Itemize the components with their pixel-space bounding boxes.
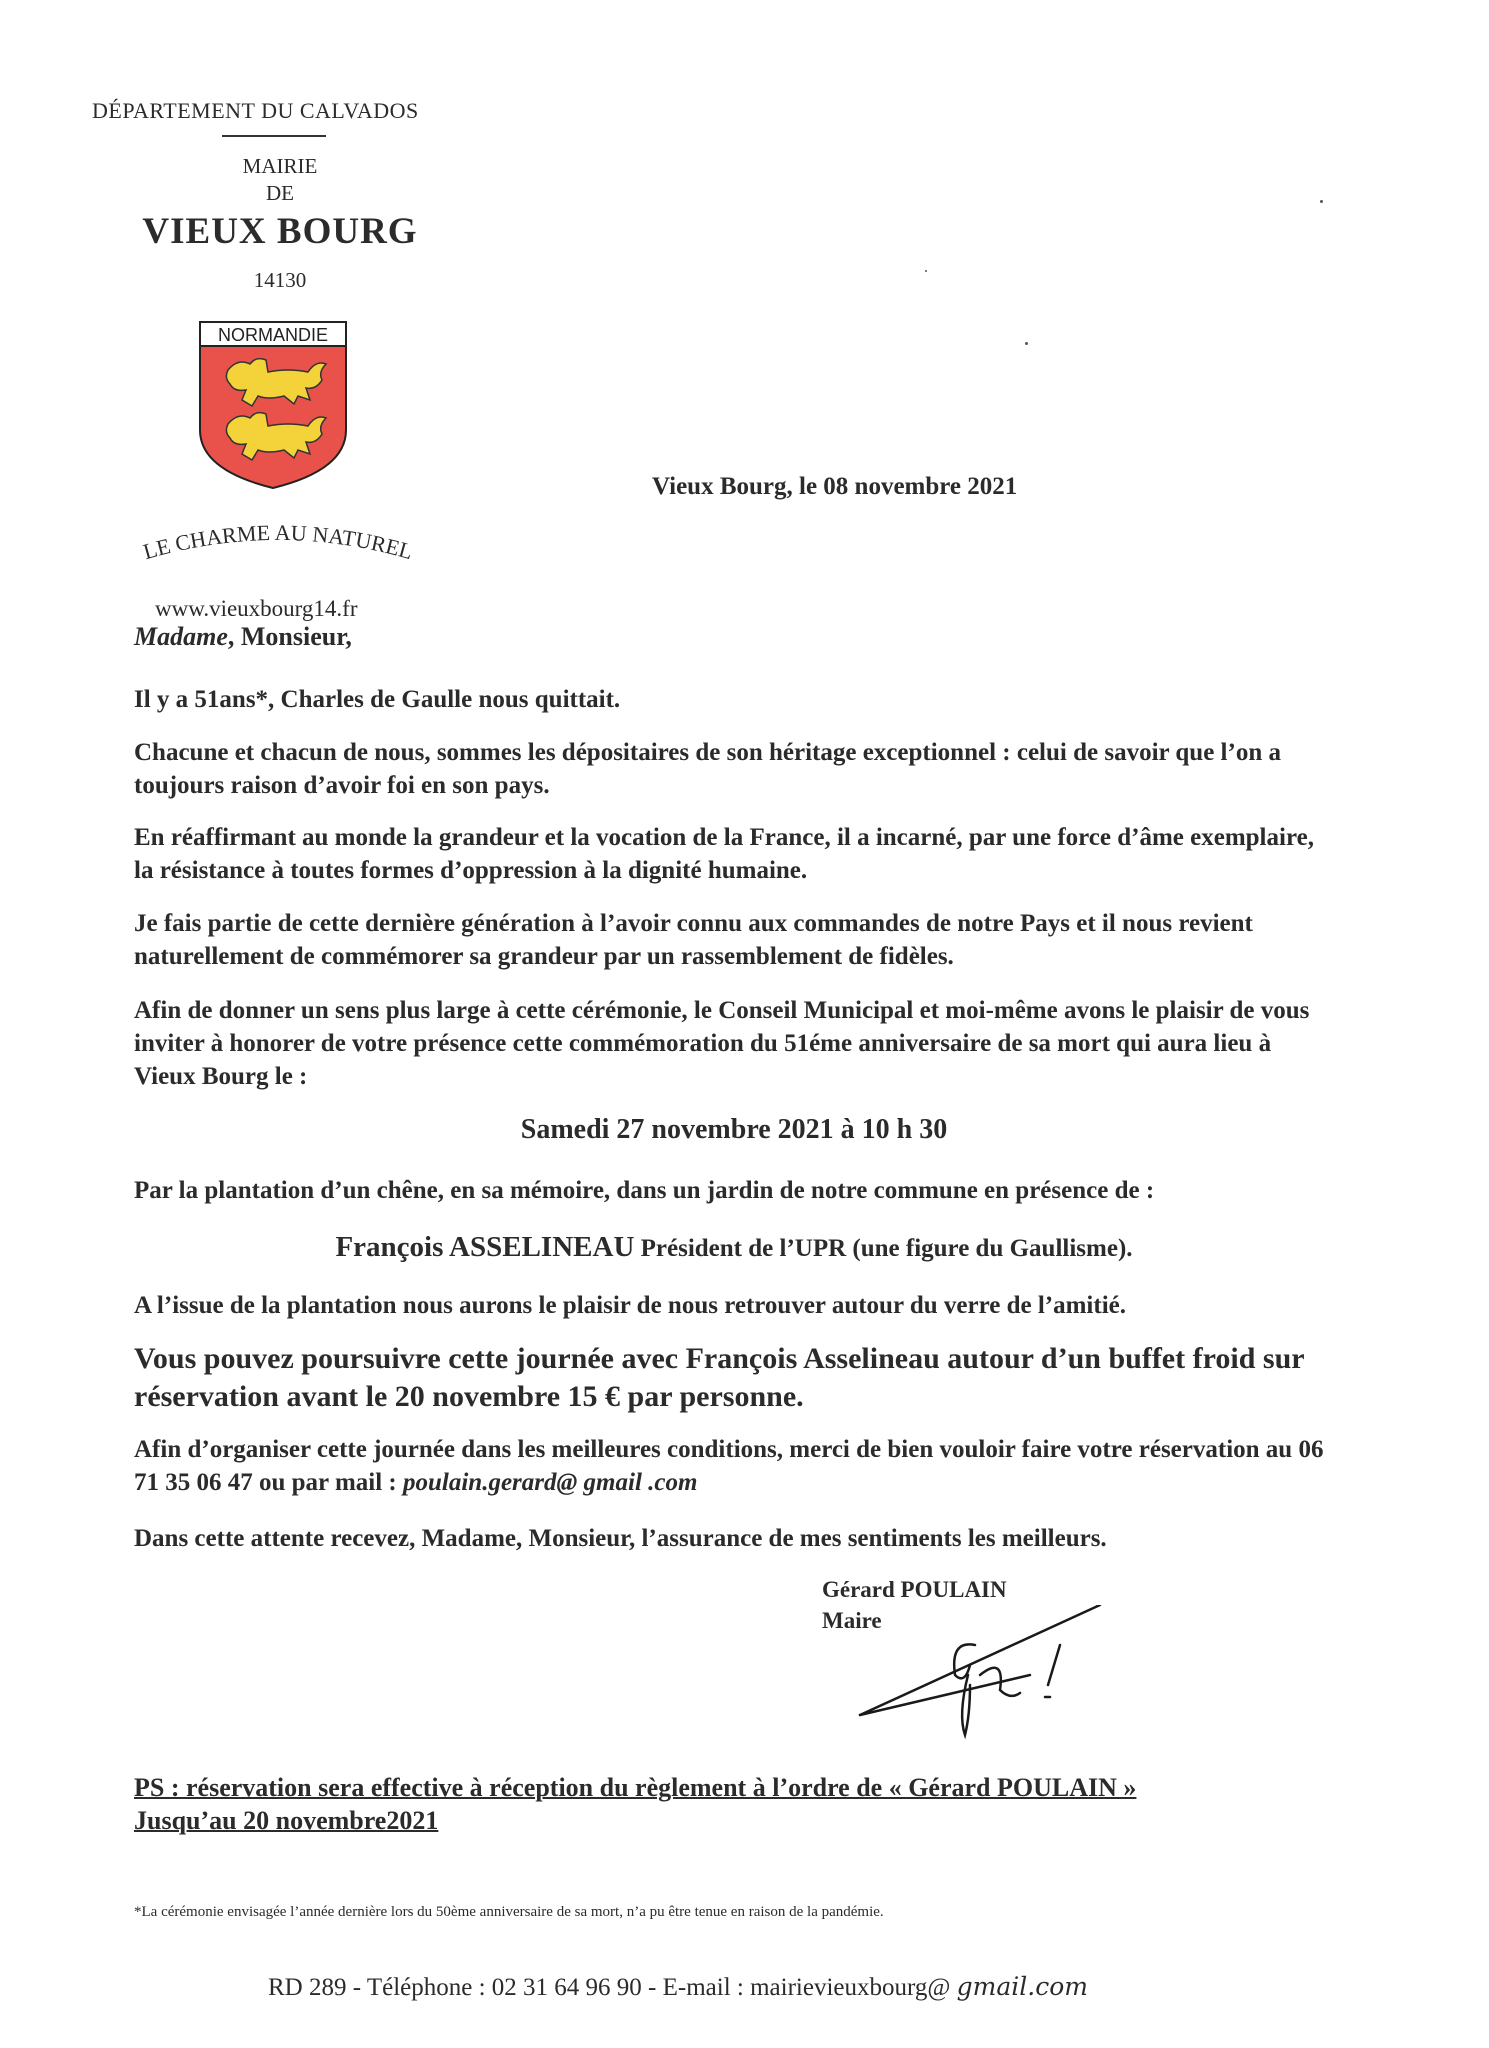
mairie-label: MAIRIE <box>242 154 318 178</box>
svg-text:LE CHARME AU NATUREL <box>140 520 415 564</box>
scan-speck <box>925 270 927 272</box>
greeting <box>134 622 352 652</box>
paragraph-grandeur: En réaffirmant au monde la grandeur et la vocation de la France, il a incarné, par une force d’âme exemplaire, la résistance à toutes formes d’oppression à la dignité humaine. <box>134 824 1314 884</box>
letter-date: Vieux Bourg, le 08 novembre 2021 <box>652 473 1018 500</box>
event-datetime: Samedi 27 novembre 2021 à 10 h 30 <box>520 1114 948 1145</box>
planting-line: Par la plantation d’un chêne, en sa mémoire, dans un jardin de notre commune en présence de : <box>134 1177 1155 1204</box>
reservation-text: Afin d’organiser cette journée dans les meilleures conditions, merci de bien vouloir faire votre réservation au 06 71 35 06 47 ou par mail : <box>134 1436 1324 1496</box>
guest-name: François ASSELINEAU <box>335 1231 635 1263</box>
reservation-paragraph <box>134 1433 1334 1499</box>
postscript <box>134 1771 1136 1837</box>
paragraph-generation: Je fais partie de cette dernière génération à l’avoir connu aux commandes de notre Pays et il nous revient naturellement de commémorer sa grandeur par un rassemblement de fidèles. <box>134 910 1253 970</box>
reservation-email[interactable]: poulain.gerard@ gmail .com <box>403 1469 698 1496</box>
town-name: VIEUX BOURG <box>142 211 418 252</box>
town-motto <box>118 520 438 580</box>
paragraph-heritage: Chacune et chacun de nous, sommes les dépositaires de son héritage exceptionnel : celui de savoir que l’on a toujours raison d’avoir foi en son pays. <box>134 739 1281 799</box>
handwritten-signature-icon <box>840 1605 1140 1745</box>
motto-text: LE CHARME AU NATUREL <box>140 520 416 565</box>
postscript-line-1: PS : réservation sera effective à réception du règlement à l’ordre de « Gérard POULAIN » <box>134 1773 1137 1802</box>
department-name: DÉPARTEMENT DU CALVADOS <box>92 98 419 123</box>
footer-contact <box>268 1972 1088 2002</box>
paragraph-invitation: Afin de donner un sens plus large à cette cérémonie, le Conseil Municipal et moi-même avons le plaisir de vous inviter à honorer de votre présence cette commémoration du 51éme anniversaire de sa mort qui aura lieu à Vieux Bourg le : <box>134 997 1310 1090</box>
header-divider <box>222 135 326 137</box>
crest-label: NORMANDIE <box>217 325 329 345</box>
aperitif-line: A l’issue de la plantation nous aurons le plaisir de nous retrouver autour du verre de l’amitié. <box>134 1292 1126 1319</box>
guest-title: Président de l’UPR (une figure du Gaullisme). <box>634 1235 1133 1262</box>
paragraph-anniversary: Il y a 51ans*, Charles de Gaulle nous quittait. <box>134 686 621 713</box>
closing-line: Dans cette attente recevez, Madame, Monsieur, l’assurance de mes sentiments les meilleurs. <box>134 1525 1107 1552</box>
postscript-line-2: Jusqu’au 20 novembre2021 <box>134 1806 439 1835</box>
normandie-crest-icon <box>198 320 348 490</box>
signatory-title: Maire <box>822 1608 882 1633</box>
greeting-monsieur: , Monsieur, <box>227 622 352 651</box>
postal-code: 14130 <box>253 268 307 292</box>
greeting-madame: Madame <box>134 622 228 651</box>
guest-line <box>134 1231 1334 1265</box>
footer-email-domain[interactable]: gmail.com <box>956 1972 1088 2001</box>
buffet-line: Vous pouvez poursuivre cette journée avec François Asselineau autour d’un buffet froid sur réservation avant le 20 novembre 15 € par personne. <box>134 1342 1305 1413</box>
de-label: DE <box>266 181 294 205</box>
website-link[interactable]: www.vieuxbourg14.fr <box>155 596 358 621</box>
scan-speck <box>1320 200 1323 203</box>
footnote: *La cérémonie envisagée l’année dernière lors du 50ème anniversaire de sa mort, n’a pu être tenue en raison de la pandémie. <box>134 1904 884 1920</box>
signatory-name: Gérard POULAIN <box>822 1577 1007 1602</box>
footer-text: RD 289 - Téléphone : 02 31 64 96 90 - E-mail : mairievieuxbourg@ <box>268 1974 957 2001</box>
scan-speck <box>1025 342 1028 345</box>
